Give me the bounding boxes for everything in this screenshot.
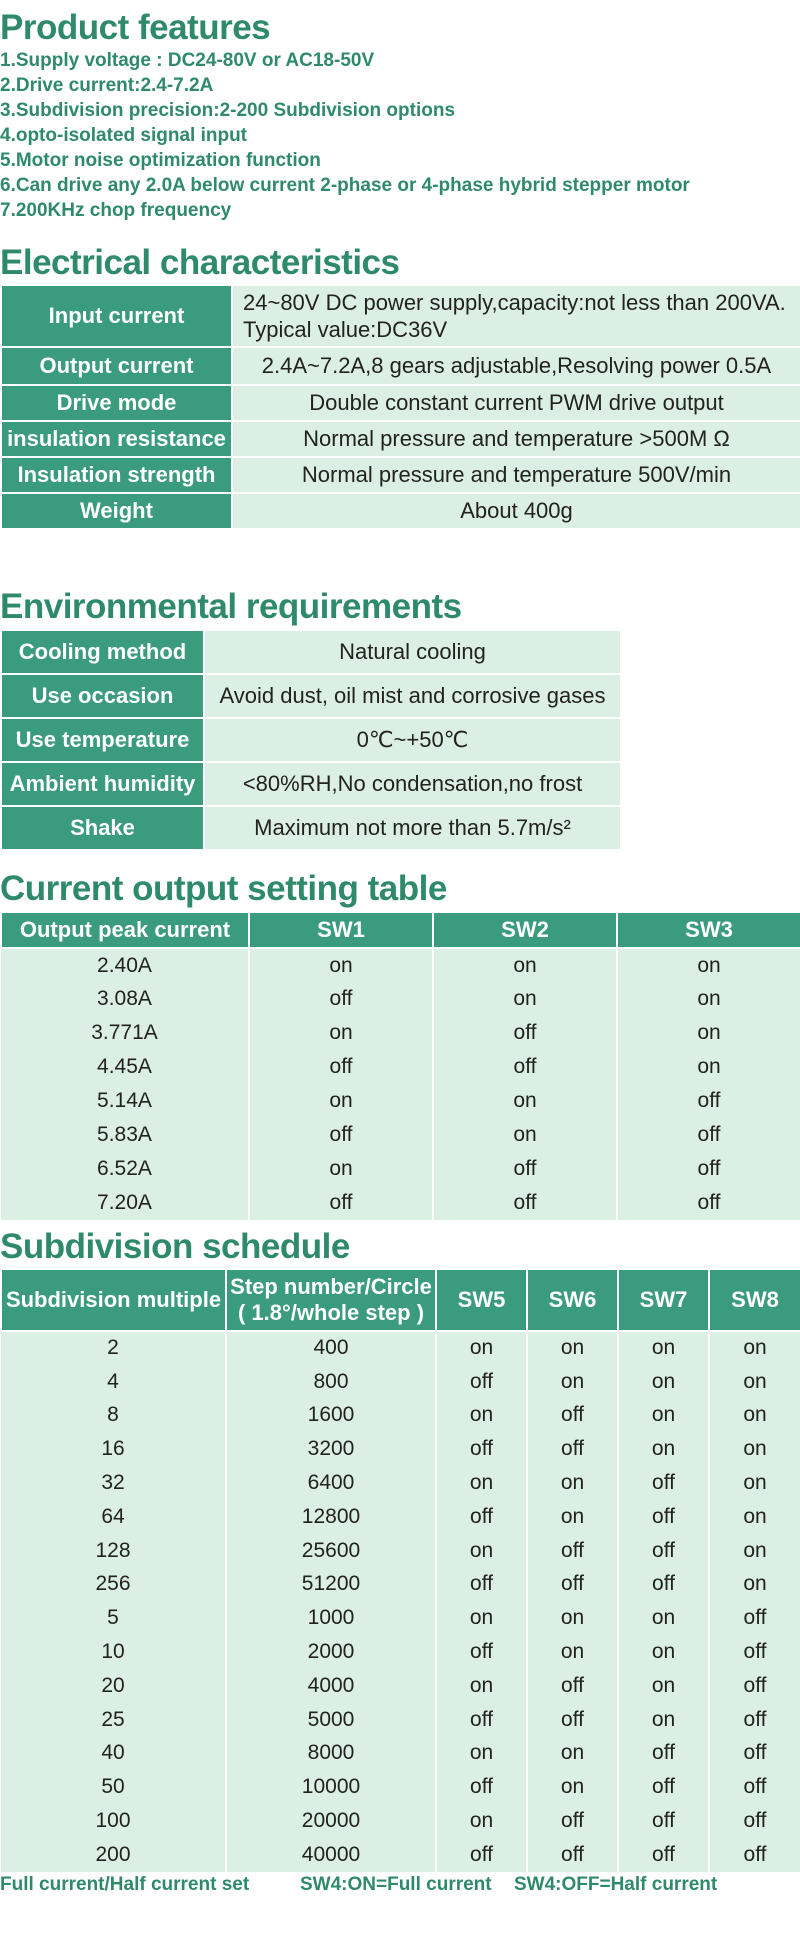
table-cell: off <box>709 1770 800 1804</box>
table-cell: off <box>527 1838 618 1872</box>
table-cell: off <box>433 1016 617 1050</box>
feature-item: 6.Can drive any 2.0A below current 2-phase or 4-phase hybrid stepper motor <box>0 175 690 196</box>
environment-row <box>1 806 621 850</box>
table-cell: off <box>436 1568 527 1602</box>
table-cell: off <box>617 1118 800 1152</box>
table-cell: 5.14A <box>1 1084 249 1118</box>
electrical-key: insulation resistance <box>1 421 232 457</box>
table-cell: 1600 <box>226 1399 436 1433</box>
electrical-row <box>1 457 800 493</box>
electrical-row <box>1 347 800 385</box>
table-cell: on <box>436 1804 527 1838</box>
table-cell: on <box>249 1016 433 1050</box>
table-cell: on <box>527 1770 618 1804</box>
table-row <box>1 1770 800 1804</box>
table-cell: 16 <box>1 1432 226 1466</box>
table-cell: on <box>709 1432 800 1466</box>
table-cell: off <box>618 1466 709 1500</box>
table-cell: on <box>618 1635 709 1669</box>
table-cell: on <box>709 1365 800 1399</box>
table-cell: on <box>436 1534 527 1568</box>
footer-half-current: SW4:OFF=Half current <box>514 1874 718 1895</box>
table-cell: off <box>618 1737 709 1771</box>
environment-key: Use occasion <box>1 674 204 718</box>
footer-label: Full current/Half current set <box>0 1874 250 1895</box>
table-cell: 1000 <box>226 1601 436 1635</box>
table-cell: 128 <box>1 1534 226 1568</box>
table-cell: 25 <box>1 1703 226 1737</box>
electrical-row <box>1 385 800 421</box>
table-cell: 40 <box>1 1737 226 1771</box>
table-cell: off <box>249 1186 433 1220</box>
table-cell: on <box>436 1737 527 1771</box>
table-row <box>1 1084 800 1118</box>
feature-item: 5.Motor noise optimization function <box>0 150 321 171</box>
electrical-row <box>1 285 800 347</box>
table-cell: 2000 <box>226 1635 436 1669</box>
table-cell: on <box>433 1118 617 1152</box>
feature-item: 3.Subdivision precision:2-200 Subdivision options <box>0 100 456 121</box>
table-row <box>1 1432 800 1466</box>
table-cell: off <box>527 1568 618 1602</box>
table-cell: off <box>618 1804 709 1838</box>
header-subdivision-multiple: Subdivision multiple <box>1 1269 226 1331</box>
environment-row <box>1 630 621 674</box>
table-cell: 8000 <box>226 1737 436 1771</box>
table-cell: on <box>618 1703 709 1737</box>
table-cell: on <box>249 1084 433 1118</box>
table-cell: off <box>249 1050 433 1084</box>
table-cell: on <box>709 1568 800 1602</box>
header-step-number-line1: Step number/Circle <box>230 1274 432 1299</box>
electrical-key: Insulation strength <box>1 457 232 493</box>
table-cell: off <box>617 1186 800 1220</box>
table-row <box>1 1186 800 1220</box>
table-cell: on <box>617 948 800 982</box>
table-cell: 20000 <box>226 1804 436 1838</box>
table-cell: off <box>709 1838 800 1872</box>
environment-key: Cooling method <box>1 630 204 674</box>
table-cell: on <box>436 1601 527 1635</box>
table-cell: off <box>527 1703 618 1737</box>
table-row <box>1 1016 800 1050</box>
table-cell: 4 <box>1 1365 226 1399</box>
electrical-row <box>1 493 800 529</box>
table-cell: on <box>436 1331 527 1365</box>
electrical-value: About 400g <box>232 493 800 529</box>
header-output-peak-current: Output peak current <box>1 912 249 948</box>
table-cell: off <box>433 1152 617 1186</box>
table-cell: 3.771A <box>1 1016 249 1050</box>
header-sw8: SW8 <box>709 1269 800 1331</box>
table-row <box>1 1804 800 1838</box>
table-cell: on <box>433 1084 617 1118</box>
table-cell: off <box>527 1534 618 1568</box>
table-cell: on <box>709 1466 800 1500</box>
table-cell: off <box>527 1432 618 1466</box>
header-step-number-line2: ( 1.8°/whole step ) <box>237 1300 425 1325</box>
table-cell: on <box>618 1669 709 1703</box>
table-cell: 800 <box>226 1365 436 1399</box>
table-cell: off <box>618 1500 709 1534</box>
feature-item: 7.200KHz chop frequency <box>0 200 232 221</box>
table-cell: 256 <box>1 1568 226 1602</box>
table-row <box>1 1399 800 1433</box>
header-sw1: SW1 <box>249 912 433 948</box>
table-cell: 50 <box>1 1770 226 1804</box>
table-cell: on <box>618 1365 709 1399</box>
table-cell: off <box>618 1534 709 1568</box>
table-cell: off <box>709 1601 800 1635</box>
table-cell: on <box>709 1399 800 1433</box>
table-cell: off <box>433 1050 617 1084</box>
table-cell: off <box>436 1432 527 1466</box>
table-row <box>1 1737 800 1771</box>
table-cell: on <box>618 1601 709 1635</box>
table-cell: 6400 <box>226 1466 436 1500</box>
table-cell: on <box>436 1669 527 1703</box>
table-cell: on <box>527 1737 618 1771</box>
current-setting-table <box>0 911 800 1220</box>
table-cell: on <box>249 948 433 982</box>
current-table-title: Current output setting table <box>0 869 447 908</box>
table-cell: 4.45A <box>1 1050 249 1084</box>
table-row <box>1 1703 800 1737</box>
table-row <box>1 1118 800 1152</box>
table-cell: off <box>709 1669 800 1703</box>
table-row <box>1 1466 800 1500</box>
table-cell: 40000 <box>226 1838 436 1872</box>
header-sw5: SW5 <box>436 1269 527 1331</box>
table-cell: on <box>618 1331 709 1365</box>
table-cell: 8 <box>1 1399 226 1433</box>
table-row <box>1 1050 800 1084</box>
table-row <box>1 1331 800 1365</box>
table-cell: off <box>527 1804 618 1838</box>
table-cell: 5 <box>1 1601 226 1635</box>
table-cell: on <box>433 982 617 1016</box>
table-cell: 400 <box>226 1331 436 1365</box>
table-cell: on <box>709 1534 800 1568</box>
electrical-key: Weight <box>1 493 232 529</box>
electrical-row <box>1 421 800 457</box>
table-cell: on <box>709 1500 800 1534</box>
table-cell: off <box>249 1118 433 1152</box>
table-cell: off <box>709 1737 800 1771</box>
electrical-key: Output current <box>1 347 232 385</box>
table-row <box>1 948 800 982</box>
table-cell: off <box>527 1669 618 1703</box>
environment-row <box>1 762 621 806</box>
table-cell: on <box>527 1466 618 1500</box>
table-cell: on <box>527 1601 618 1635</box>
table-cell: off <box>436 1703 527 1737</box>
environment-key: Use temperature <box>1 718 204 762</box>
electrical-table <box>0 284 800 530</box>
table-row <box>1 1635 800 1669</box>
table-cell: on <box>709 1331 800 1365</box>
environment-value: Maximum not more than 5.7m/s² <box>204 806 621 850</box>
header-sw2: SW2 <box>433 912 617 948</box>
table-cell: 100 <box>1 1804 226 1838</box>
table-cell: on <box>617 1050 800 1084</box>
table-cell: on <box>527 1365 618 1399</box>
table-cell: 4000 <box>226 1669 436 1703</box>
header-sw6: SW6 <box>527 1269 618 1331</box>
environment-value: 0℃~+50℃ <box>204 718 621 762</box>
table-row <box>1 1534 800 1568</box>
electrical-title: Electrical characteristics <box>0 243 400 282</box>
table-row <box>1 1500 800 1534</box>
table-cell: on <box>617 982 800 1016</box>
electrical-value: 24~80V DC power supply,capacity:not less than 200VA. Typical value:DC36V <box>232 285 800 347</box>
table-cell: off <box>436 1770 527 1804</box>
header-sw7: SW7 <box>618 1269 709 1331</box>
table-cell: 2 <box>1 1331 226 1365</box>
table-row <box>1 1365 800 1399</box>
table-cell: 25600 <box>226 1534 436 1568</box>
table-cell: 5.83A <box>1 1118 249 1152</box>
electrical-value: 2.4A~7.2A,8 gears adjustable,Resolving power 0.5A <box>232 347 800 385</box>
table-cell: 5000 <box>226 1703 436 1737</box>
table-cell: 20 <box>1 1669 226 1703</box>
environment-value: Avoid dust, oil mist and corrosive gases <box>204 674 621 718</box>
table-cell: on <box>249 1152 433 1186</box>
table-cell: 200 <box>1 1838 226 1872</box>
table-cell: 32 <box>1 1466 226 1500</box>
subdivision-table <box>0 1268 800 1872</box>
electrical-key: Drive mode <box>1 385 232 421</box>
header-sw3: SW3 <box>617 912 800 948</box>
table-cell: off <box>436 1500 527 1534</box>
table-cell: 64 <box>1 1500 226 1534</box>
table-cell: on <box>618 1432 709 1466</box>
environment-key: Ambient humidity <box>1 762 204 806</box>
environment-title: Environmental requirements <box>0 587 462 626</box>
features-title: Product features <box>0 8 271 47</box>
feature-item: 1.Supply voltage : DC24-80V or AC18-50V <box>0 50 375 71</box>
table-row <box>1 982 800 1016</box>
table-cell: off <box>618 1568 709 1602</box>
table-cell: 12800 <box>226 1500 436 1534</box>
table-cell: 10 <box>1 1635 226 1669</box>
environment-row <box>1 674 621 718</box>
table-cell: off <box>527 1399 618 1433</box>
table-cell: on <box>617 1016 800 1050</box>
table-cell: off <box>433 1186 617 1220</box>
header-step-number <box>226 1269 436 1331</box>
electrical-value: Normal pressure and temperature >500M Ω <box>232 421 800 457</box>
environment-value: Natural cooling <box>204 630 621 674</box>
table-row <box>1 1838 800 1872</box>
footer-full-current: SW4:ON=Full current <box>300 1874 492 1895</box>
table-row <box>1 1152 800 1186</box>
environment-row <box>1 718 621 762</box>
table-cell: off <box>617 1152 800 1186</box>
feature-item: 2.Drive current:2.4-7.2A <box>0 75 214 96</box>
environment-key: Shake <box>1 806 204 850</box>
table-cell: on <box>527 1635 618 1669</box>
table-cell: on <box>527 1331 618 1365</box>
table-cell: on <box>433 948 617 982</box>
table-cell: off <box>436 1635 527 1669</box>
table-row <box>1 1601 800 1635</box>
electrical-value: Normal pressure and temperature 500V/min <box>232 457 800 493</box>
table-cell: 10000 <box>226 1770 436 1804</box>
table-cell: on <box>436 1399 527 1433</box>
table-cell: 3200 <box>226 1432 436 1466</box>
table-cell: off <box>618 1770 709 1804</box>
table-cell: on <box>436 1466 527 1500</box>
electrical-value: Double constant current PWM drive output <box>232 385 800 421</box>
table-cell: off <box>436 1838 527 1872</box>
table-cell: off <box>709 1804 800 1838</box>
electrical-key: Input current <box>1 285 232 347</box>
table-cell: off <box>436 1365 527 1399</box>
table-cell: on <box>527 1500 618 1534</box>
table-cell: off <box>617 1084 800 1118</box>
table-cell: 7.20A <box>1 1186 249 1220</box>
subdivision-title: Subdivision schedule <box>0 1227 350 1266</box>
features-list <box>0 48 690 223</box>
table-cell: 51200 <box>226 1568 436 1602</box>
table-row <box>1 1669 800 1703</box>
table-cell: off <box>249 982 433 1016</box>
table-cell: on <box>618 1399 709 1433</box>
table-cell: 3.08A <box>1 982 249 1016</box>
table-row <box>1 1568 800 1602</box>
environment-value: <80%RH,No condensation,no frost <box>204 762 621 806</box>
table-cell: 2.40A <box>1 948 249 982</box>
table-cell: off <box>709 1703 800 1737</box>
table-cell: off <box>709 1635 800 1669</box>
feature-item: 4.opto-isolated signal input <box>0 125 247 146</box>
table-cell: off <box>618 1838 709 1872</box>
table-cell: 6.52A <box>1 1152 249 1186</box>
environment-table <box>0 629 622 851</box>
